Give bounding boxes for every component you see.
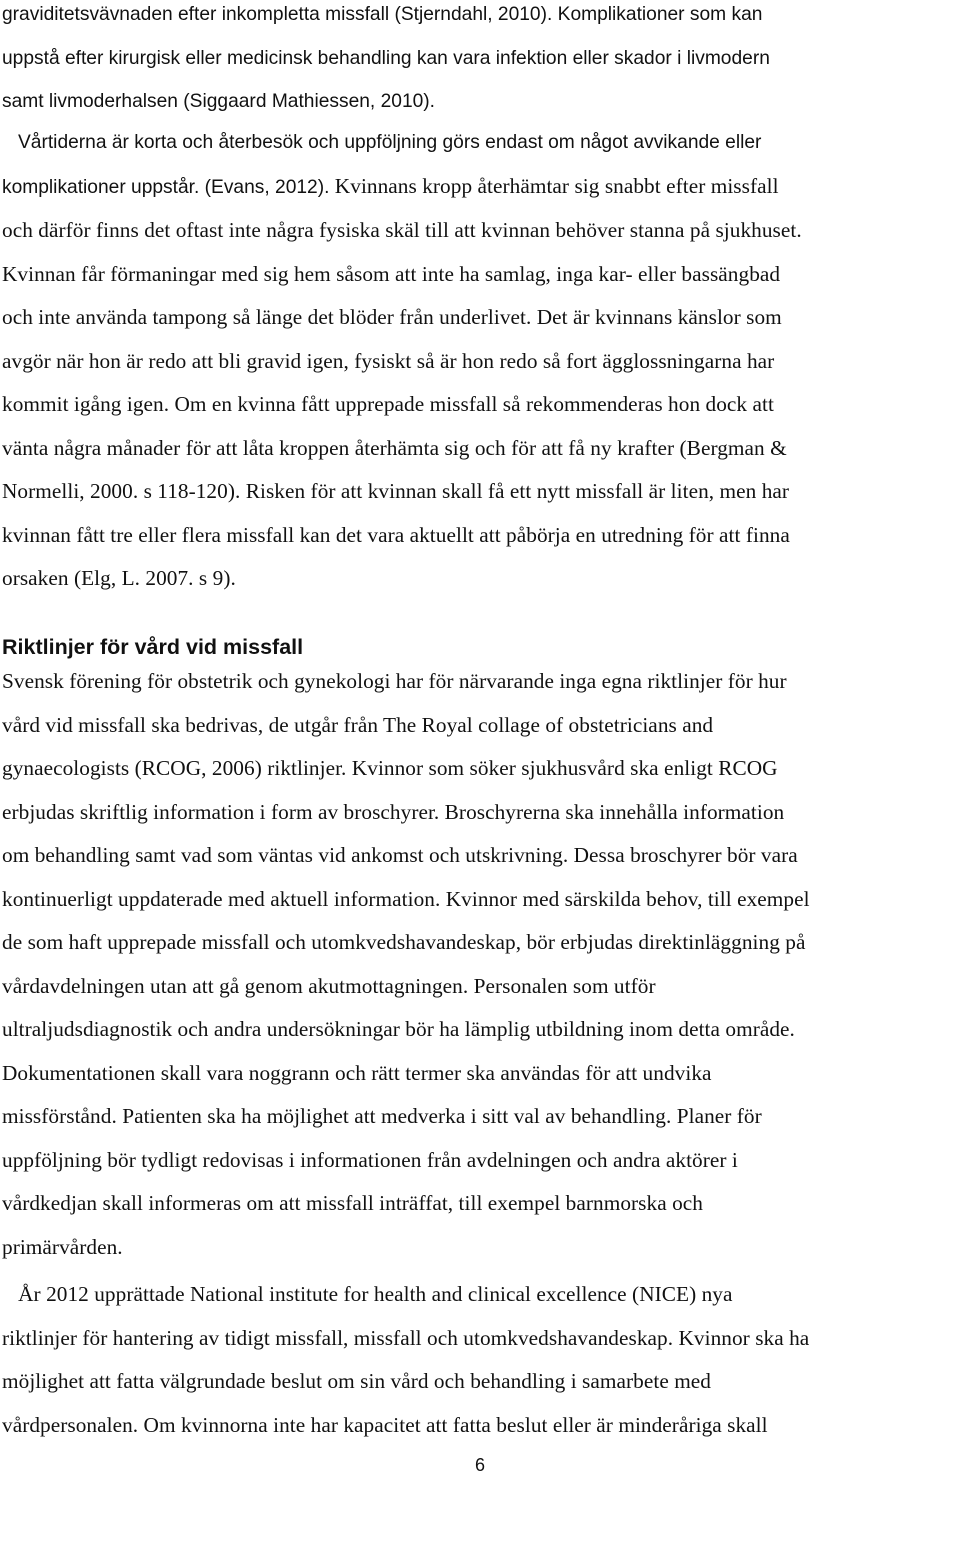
text-line: uppföljning bör tydligt redovisas i informationen från avdelningen och andra aktörer i — [2, 1147, 738, 1172]
guidelines-paragraph — [2, 660, 952, 1269]
text-line: vänta några månader för att låta kroppen återhämta sig och för att få ny krafter (Bergman & — [2, 435, 787, 460]
text-line — [2, 165, 952, 210]
text-line: Kvinnan får förmaningar med sig hem såsom att inte ha samlag, inga kar- eller bassängbad — [2, 261, 781, 286]
recovery-paragraph — [2, 121, 952, 601]
text-line: gynaecologists (RCOG, 2006) riktlinjer. Kvinnor som söker sjukhusvård ska enligt RCOG — [2, 756, 778, 780]
nice-paragraph — [2, 1273, 952, 1447]
text-line: uppstå efter kirurgisk eller medicinsk behandling kan vara infektion eller skador i livmodern — [2, 47, 770, 69]
text-line: kommit igång igen. Om en kvinna fått upprepade missfall så rekommenderas hon dock att — [2, 392, 774, 416]
text-line: Vårtiderna är korta och återbesök och uppföljning görs endast om något avvikande eller — [2, 132, 762, 153]
text-line: samt livmoderhalsen (Siggaard Mathiessen, 2010). — [2, 91, 436, 112]
text-segment: komplikationer uppstår. (Evans, 2012). — [2, 176, 330, 198]
text-line: och därför finns det oftast inte några fysiska skäl till att kvinnan behöver stanna på sjukhuset. — [2, 218, 802, 242]
text-segment: Kvinnans kropp återhämtar sig snabbt efter missfall — [329, 173, 779, 198]
text-line: ultraljudsdiagnostik och andra undersökningar bör ha lämplig utbildning inom detta område. — [2, 1017, 795, 1041]
text-line: vårdkedjan skall informeras om att missfall inträffat, till exempel barnmorska och — [2, 1191, 703, 1215]
text-line: primärvården. — [2, 1234, 123, 1259]
text-line: orsaken (Elg, L. 2007. s 9). — [2, 566, 236, 590]
text-line: erbjudas skriftlig information i form av broschyrer. Broschyrerna ska innehålla information — [2, 799, 785, 824]
text-line: de som haft upprepade missfall och utomkvedshavandeskap, bör erbjudas direktinläggning på — [2, 930, 806, 954]
text-line: År 2012 upprättade National institute for health and clinical excellence (NICE) nya — [2, 1282, 733, 1306]
text-line: vårdpersonalen. Om kvinnorna inte har kapacitet att fatta beslut eller är minderåriga skall — [2, 1412, 768, 1437]
text-line: Dokumentationen skall vara noggrann och rätt termer ska användas för att undvika — [2, 1060, 712, 1085]
intro-paragraph — [2, 0, 952, 124]
text-line: vårdavdelningen utan att gå genom akutmottagningen. Personalen som utför — [2, 973, 656, 998]
text-line: om behandling samt vad som väntas vid ankomst och utskrivning. Dessa broschyrer bör vara — [2, 843, 798, 867]
text-line: graviditetsvävnaden efter inkompletta missfall (Stjerndahl, 2010). Komplikationer som kan — [2, 4, 763, 25]
text-line: och inte använda tampong så länge det blöder från underlivet. Det är kvinnans känslor som — [2, 305, 782, 329]
text-line: möjlighet att fatta välgrundade beslut om sin vård och behandling i samarbete med — [2, 1369, 712, 1393]
text-line: riktlinjer för hantering av tidigt missfall, missfall och utomkvedshavandeskap. Kvinnor ska ha — [2, 1325, 810, 1350]
text-line: kontinuerligt uppdaterade med aktuell information. Kvinnor med särskilda behov, till exempel — [2, 886, 810, 911]
text-line: vård vid missfall ska bedrivas, de utgår från The Royal collage of obstetricians and — [2, 712, 714, 737]
text-line: missförstånd. Patienten ska ha möjlighet att medverka i sitt val av behandling. Planer för — [2, 1104, 762, 1128]
text-line: Svensk förening för obstetrik och gynekologi har för närvarande inga egna riktlinjer för hur — [2, 669, 787, 693]
text-line: Normelli, 2000. s 118-120). Risken för att kvinnan skall få ett nytt missfall är liten, men har — [2, 479, 790, 503]
text-line: kvinnan fått tre eller flera missfall kan det vara aktuellt att påbörja en utredning för att finna — [2, 522, 790, 547]
page-number: 6 — [474, 1455, 485, 1475]
section-heading: Riktlinjer för vård vid missfall — [2, 635, 304, 659]
text-line: avgör när hon är redo att bli gravid igen, fysiskt så är hon redo så fort ägglossningarna har — [2, 348, 775, 373]
